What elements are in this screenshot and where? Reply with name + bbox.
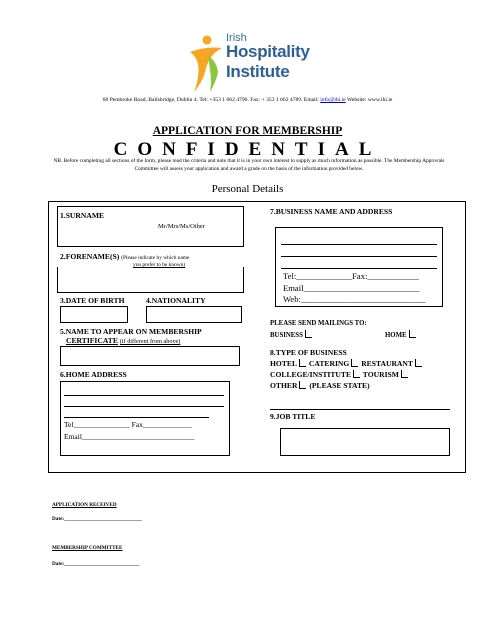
- college-option[interactable]: COLLEGE/INSTITUTE: [270, 370, 352, 379]
- dob-label: 3.DATE OF BIRTH: [60, 296, 125, 305]
- business-email-label: Email: [283, 283, 304, 293]
- mailing-home-option[interactable]: HOME: [385, 330, 417, 339]
- business-email-row: Email___________________________: [283, 283, 420, 293]
- address-line-2[interactable]: [64, 406, 224, 407]
- other-checkbox[interactable]: [299, 381, 306, 389]
- address-line-3[interactable]: [64, 417, 209, 418]
- cert-name-label-2: CERTIFICATE (if different from above): [66, 336, 181, 345]
- hotel-option[interactable]: HOTEL: [270, 359, 298, 368]
- job-title-label: 9.JOB TITLE: [270, 412, 316, 421]
- business-label: 7.BUSINESS NAME AND ADDRESS: [270, 207, 393, 216]
- person-figure-icon: [186, 34, 226, 94]
- email-link[interactable]: info@ihi.ie: [320, 97, 346, 103]
- business-tel-row: Tel:_____________Fax:____________: [283, 271, 419, 281]
- home-address-label: 6.HOME ADDRESS: [60, 370, 127, 379]
- dob-box[interactable]: [60, 306, 128, 323]
- home-email-label: Email: [64, 432, 82, 441]
- home-tel-label: Tel: [64, 420, 74, 429]
- catering-option[interactable]: CATERING: [308, 359, 350, 368]
- catering-checkbox[interactable]: [351, 359, 358, 367]
- application-received-label: APPLICATION RECEIVED: [52, 502, 117, 508]
- business-type-row-1: [270, 359, 423, 368]
- surname-label: 1.SURNAME: [60, 211, 105, 220]
- business-web-label: Web:: [283, 294, 301, 304]
- title-options: Mr/Mrs/Ms/Other: [158, 223, 205, 230]
- home-address-box[interactable]: [60, 381, 230, 456]
- college-checkbox[interactable]: [353, 370, 360, 378]
- committee-date-row: Date:_____________________________: [52, 561, 140, 567]
- received-date-label: Date:: [52, 516, 65, 522]
- business-line-3[interactable]: [281, 268, 437, 269]
- forename-note-2: you prefer to be known): [133, 262, 186, 268]
- tourism-option[interactable]: TOURISM: [362, 370, 399, 379]
- please-state-label: (PLEASE STATE): [309, 381, 370, 390]
- other-state-line[interactable]: [270, 409, 450, 410]
- job-title-box[interactable]: [280, 428, 450, 456]
- address-line-1[interactable]: [64, 395, 224, 396]
- nationality-label: 4.NATIONALITY: [146, 296, 206, 305]
- home-fax-label: Fax: [131, 420, 143, 429]
- received-date-row: Date:______________________________: [52, 516, 142, 522]
- restaurant-checkbox[interactable]: [415, 359, 422, 367]
- business-fax-label: Fax:: [352, 271, 368, 281]
- confidential-heading: CONFIDENTIAL: [113, 139, 382, 160]
- institute-logo: [186, 32, 326, 98]
- tourism-checkbox[interactable]: [401, 370, 408, 378]
- home-tel-row: Tel_______________ Fax_____________: [64, 420, 192, 429]
- forename-note: (Please indicate by which name: [121, 255, 190, 261]
- business-tel-label: Tel:: [283, 271, 297, 281]
- home-checkbox[interactable]: [409, 330, 416, 338]
- business-type-label: 8.TYPE OF BUSINESS: [270, 348, 347, 357]
- other-option[interactable]: OTHER: [270, 381, 298, 390]
- cert-name-box[interactable]: [60, 346, 240, 366]
- website-text: Website: www.ihi.ie: [345, 97, 393, 103]
- nationality-box[interactable]: [146, 306, 242, 323]
- mailing-business-option[interactable]: BUSINESS: [270, 330, 313, 339]
- membership-committee-label: MEMBERSHIP COMMITTEE: [52, 545, 123, 551]
- business-line-2[interactable]: [281, 256, 437, 257]
- section-title: Personal Details: [211, 183, 284, 195]
- business-checkbox[interactable]: [305, 330, 312, 338]
- instructions-note: NB. Before completing all sections of the form, please read the criteria and note that it is in your own interest to supply as much information as possible. The Membership Approvals Committee will assess your application and award a grade on the basis of the information provided below.: [53, 158, 445, 172]
- home-email-row: Email______________________________: [64, 432, 195, 441]
- restaurant-option[interactable]: RESTAURANT: [361, 359, 413, 368]
- logo-text-irish: Irish: [226, 32, 247, 44]
- committee-date-label: Date:: [52, 561, 65, 567]
- mailings-label: PLEASE SEND MAILINGS TO:: [270, 320, 367, 327]
- logo-text-hospitality: Hospitality: [226, 42, 310, 61]
- cert-name-label: 5.NAME TO APPEAR ON MEMBERSHIP: [60, 327, 202, 336]
- business-line-1[interactable]: [281, 244, 437, 245]
- address-text: 68 Pembroke Road, Ballsbridge, Dublin 4. Tel: +353 1 662 4790. Fax: + 353 1 662 4789. Email:: [102, 97, 321, 103]
- business-type-row-2: [270, 370, 409, 379]
- contact-address: [0, 97, 495, 103]
- page-title: APPLICATION FOR MEMBERSHIP: [152, 125, 343, 137]
- forename-box[interactable]: [57, 267, 244, 293]
- logo-text-institute: Institute: [226, 62, 290, 81]
- hotel-checkbox[interactable]: [299, 359, 306, 367]
- forename-label: 2.FORENAME(S) (Please indicate by which name: [60, 252, 190, 261]
- business-type-row-3: [270, 381, 370, 390]
- business-web-row: Web:_____________________________: [283, 294, 426, 304]
